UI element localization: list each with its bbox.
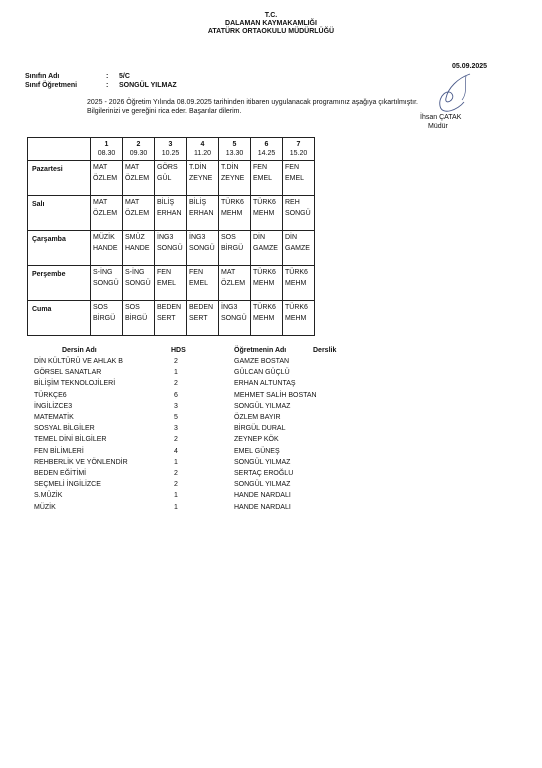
lesson-cell	[155, 301, 187, 336]
course-row	[0, 459, 542, 470]
class-name-value: 5/C	[119, 73, 130, 80]
lesson-code: GÖRS	[157, 164, 178, 171]
lesson-code: T.DİN	[221, 164, 239, 171]
lesson-cell	[219, 231, 251, 266]
period-number: 1	[104, 141, 109, 148]
course-name: BEDEN EĞİTİMİ	[34, 470, 87, 477]
class-name-colon: :	[106, 73, 109, 80]
lesson-teacher: ZEYNE	[189, 175, 213, 182]
lesson-cell	[283, 301, 315, 336]
courses-header-room: Derslik	[313, 347, 337, 354]
lesson-cell	[123, 266, 155, 301]
signature-name: İhsan ÇATAK	[420, 114, 462, 121]
lesson-cell	[283, 231, 315, 266]
course-name: TEMEL DİNİ BİLGİLER	[34, 436, 107, 444]
lesson-cell	[187, 196, 219, 231]
day-label: Cuma	[28, 301, 91, 336]
lesson-teacher: MEHM	[285, 280, 307, 287]
course-row	[0, 380, 542, 391]
course-hours: 1	[174, 458, 178, 466]
course-name: İNGİLİZCE3	[34, 402, 73, 410]
schedule-row	[28, 301, 315, 336]
period-time: 14.25	[257, 150, 276, 157]
course-hours: 2	[174, 481, 178, 489]
period-number: 5	[232, 141, 237, 148]
lesson-teacher: ÖZLEM	[93, 210, 118, 217]
period-header-3	[155, 138, 187, 161]
lesson-code: BİLİŞ	[189, 199, 207, 206]
lesson-teacher: GAMZE	[285, 245, 310, 252]
lesson-code: MAT	[221, 269, 236, 276]
course-teacher: HANDE NARDALI	[234, 492, 291, 500]
lesson-teacher: SONGÜ	[285, 210, 311, 217]
lesson-teacher: SONGÜ	[221, 315, 247, 322]
lesson-teacher: SERT	[157, 315, 176, 322]
lesson-code: TÜRK6	[221, 199, 244, 206]
period-number: 4	[200, 141, 205, 148]
course-name: BİLİŞİM TEKNOLOJİLERİ	[34, 380, 116, 388]
lesson-cell	[123, 231, 155, 266]
course-row	[0, 504, 542, 515]
course-name: SOSYAL BİLGİLER	[34, 425, 95, 433]
lesson-code: MÜZİK	[93, 234, 115, 241]
lesson-cell	[187, 161, 219, 196]
lesson-cell	[155, 266, 187, 301]
lesson-teacher: BİRGÜ	[221, 245, 244, 252]
course-teacher: HANDE NARDALI	[234, 503, 291, 511]
course-teacher: GAMZE BOSTAN	[234, 358, 290, 365]
lesson-cell	[91, 196, 123, 231]
intro-line-2: Bilgilerinizi ve gereğini rica eder. Başarılar dilerim.	[87, 108, 242, 115]
lesson-code: REH	[285, 199, 300, 206]
lesson-code: BİLİŞ	[157, 199, 175, 206]
course-hours: 2	[174, 380, 178, 388]
lesson-cell	[91, 266, 123, 301]
lesson-teacher: HANDE	[93, 245, 118, 252]
period-number: 6	[264, 141, 269, 148]
lesson-cell	[219, 196, 251, 231]
course-name: TÜRKÇE6	[34, 391, 67, 399]
course-teacher: BİRGÜL DURAL	[234, 425, 286, 433]
class-teacher-label: Sınıf Öğretmeni	[25, 82, 78, 89]
period-time: 09.30	[129, 150, 148, 157]
course-row	[0, 369, 542, 380]
period-number: 3	[168, 141, 173, 148]
course-name: SEÇMELİ İNGİLİZCE	[34, 481, 101, 489]
lesson-code: FEN	[253, 164, 267, 171]
course-hours: 3	[174, 425, 178, 433]
courses-header-hours: HDS	[171, 347, 186, 354]
schedule-corner-cell	[28, 138, 91, 161]
course-row	[0, 492, 542, 503]
lesson-code: DİN	[253, 234, 266, 241]
lesson-teacher: EMEL	[253, 175, 273, 182]
lesson-cell	[155, 196, 187, 231]
lesson-teacher: ERHAN	[157, 210, 182, 217]
lesson-cell	[123, 161, 155, 196]
intro-line-1: 2025 - 2026 Öğretim Yılında 08.09.2025 tarihinden itibaren uygulanacak programınız aşağıya çıkartılmıştır.	[87, 99, 419, 106]
course-teacher: ÖZLEM BAYIR	[234, 414, 281, 421]
lesson-teacher: SONGÜ	[93, 280, 119, 287]
lesson-code: MAT	[93, 199, 108, 206]
lesson-teacher: EMEL	[285, 175, 305, 182]
course-name: REHBERLİK VE YÖNLENDİR	[34, 458, 128, 466]
course-hours: 2	[174, 436, 178, 444]
lesson-code: İNG3	[221, 304, 238, 311]
course-teacher: SONGÜL YILMAZ	[234, 458, 291, 466]
courses-header-course: Dersin Adı	[62, 347, 97, 354]
lesson-teacher: MEHM	[253, 280, 275, 287]
day-label: Çarşamba	[28, 231, 91, 266]
header-line-kaymakamlik: DALAMAN KAYMAKAMLIĞI	[225, 20, 317, 27]
period-number: 2	[136, 141, 141, 148]
lesson-teacher: SONGÜ	[157, 245, 183, 252]
lesson-cell	[155, 161, 187, 196]
lesson-teacher: ÖZLEM	[221, 280, 246, 287]
day-label: Pazartesi	[28, 161, 91, 196]
lesson-code: SOS	[93, 304, 108, 311]
course-teacher: ERHAN ALTUNTAŞ	[234, 380, 296, 388]
lesson-code: FEN	[157, 269, 171, 276]
lesson-cell	[123, 196, 155, 231]
weekly-schedule-table	[27, 137, 315, 336]
lesson-code: FEN	[285, 164, 299, 171]
schedule-row	[28, 161, 315, 196]
lesson-cell	[251, 301, 283, 336]
lesson-code: TÜRK6	[253, 269, 276, 276]
period-number: 7	[296, 141, 301, 148]
period-header-5	[219, 138, 251, 161]
intro-text	[87, 98, 432, 116]
period-time: 11.20	[194, 150, 211, 157]
lesson-code: SMÜZ	[125, 234, 145, 241]
course-row	[0, 414, 542, 425]
schedule-row	[28, 196, 315, 231]
lesson-cell	[251, 266, 283, 301]
course-teacher: SONGÜL YILMAZ	[234, 402, 291, 410]
course-hours: 1	[174, 492, 178, 500]
lesson-code: TÜRK6	[285, 269, 308, 276]
course-name: FEN BİLİMLERİ	[34, 447, 84, 455]
course-hours: 4	[174, 447, 178, 455]
day-label: Salı	[28, 196, 91, 231]
lesson-cell	[91, 231, 123, 266]
course-row	[0, 470, 542, 481]
course-hours: 1	[174, 503, 178, 511]
course-row	[0, 392, 542, 403]
period-header-2	[123, 138, 155, 161]
period-time: 08.30	[97, 150, 116, 157]
lesson-teacher: ÖZLEM	[93, 175, 118, 182]
lesson-code: MAT	[125, 199, 140, 206]
lesson-code: SOS	[221, 234, 236, 241]
lesson-code: S-İNG	[93, 269, 113, 276]
course-name: MÜZİK	[34, 503, 56, 511]
course-hours: 2	[174, 358, 178, 365]
class-name-label: Sınıfın Adı	[25, 73, 60, 80]
period-time: 10.25	[161, 150, 180, 157]
lesson-code: MAT	[125, 164, 140, 171]
lesson-code: DİN	[285, 234, 298, 241]
course-teacher: SONGÜL YILMAZ	[234, 481, 291, 489]
schedule-row	[28, 266, 315, 301]
course-hours: 5	[174, 414, 178, 421]
lesson-teacher: MEHM	[253, 210, 275, 217]
lesson-teacher: HANDE	[125, 245, 150, 252]
course-row	[0, 403, 542, 414]
schedule-row	[28, 231, 315, 266]
lesson-code: TÜRK6	[285, 304, 308, 311]
lesson-code: SOS	[125, 304, 140, 311]
lesson-cell	[219, 301, 251, 336]
lesson-code: TÜRK6	[253, 304, 276, 311]
period-header-4	[187, 138, 219, 161]
lesson-teacher: EMEL	[157, 280, 177, 287]
course-row	[0, 448, 542, 459]
period-header-1	[91, 138, 123, 161]
period-time: 13.30	[225, 150, 244, 157]
lesson-cell	[251, 231, 283, 266]
lesson-code: BEDEN	[157, 304, 182, 311]
lesson-teacher: SERT	[189, 315, 208, 322]
course-row	[0, 436, 542, 447]
lesson-teacher: BİRGÜ	[93, 315, 116, 322]
course-hours: 6	[174, 391, 178, 399]
lesson-cell	[187, 266, 219, 301]
day-label: Perşembe	[28, 266, 91, 301]
courses-header-teacher: Öğretmenin Adı	[234, 347, 287, 354]
lesson-code: TÜRK6	[253, 199, 276, 206]
course-row	[0, 425, 542, 436]
document-date: 05.09.2025	[452, 63, 488, 70]
course-hours: 3	[174, 402, 178, 410]
course-name: GÖRSEL SANATLAR	[34, 369, 102, 377]
lesson-cell	[187, 231, 219, 266]
period-header-6	[251, 138, 283, 161]
course-teacher: MEHMET SALİH BOSTAN	[234, 391, 317, 399]
lesson-code: İNG3	[189, 234, 206, 241]
course-name: S.MÜZİK	[34, 492, 63, 500]
course-name: MATEMATİK	[34, 414, 74, 421]
course-row	[0, 481, 542, 492]
period-time: 15.20	[289, 150, 308, 157]
lesson-teacher: SONGÜ	[189, 245, 215, 252]
lesson-cell	[283, 196, 315, 231]
lesson-teacher: ÖZLEM	[125, 210, 150, 217]
period-header-7	[283, 138, 315, 161]
lesson-teacher: EMEL	[189, 280, 209, 287]
header-line-school: ATATÜRK ORTAOKULU MÜDÜRLÜĞÜ	[207, 28, 335, 35]
lesson-cell	[123, 301, 155, 336]
lesson-teacher: MEHM	[221, 210, 243, 217]
lesson-teacher: ZEYNE	[221, 175, 245, 182]
lesson-cell	[219, 266, 251, 301]
lesson-code: S-İNG	[125, 269, 145, 276]
class-teacher-value: SONGÜL YILMAZ	[119, 82, 177, 89]
lesson-code: FEN	[189, 269, 203, 276]
lesson-code: İNG3	[157, 234, 174, 241]
lesson-teacher: GÜL	[157, 175, 172, 182]
lesson-cell	[283, 266, 315, 301]
lesson-cell	[91, 161, 123, 196]
lesson-teacher: MEHM	[285, 315, 307, 322]
lesson-teacher: SONGÜ	[125, 280, 151, 287]
lesson-teacher: ÖZLEM	[125, 175, 150, 182]
course-teacher: EMEL GÜNEŞ	[234, 447, 280, 455]
lesson-teacher: GAMZE	[253, 245, 278, 252]
lesson-code: T.DİN	[189, 164, 207, 171]
header-line-tc: T.C.	[264, 12, 278, 19]
lesson-cell	[251, 196, 283, 231]
course-name: DİN KÜLTÜRÜ VE AHLAK B	[34, 358, 123, 365]
class-teacher-colon: :	[106, 82, 109, 89]
lesson-cell	[91, 301, 123, 336]
lesson-cell	[251, 161, 283, 196]
course-row	[0, 358, 542, 369]
course-hours: 2	[174, 470, 178, 477]
lesson-code: BEDEN	[189, 304, 214, 311]
course-teacher: GÜLCAN GÜÇLÜ	[234, 369, 290, 377]
course-teacher: SERTAÇ EROĞLU	[234, 470, 294, 477]
course-teacher: ZEYNEP KÖK	[234, 436, 279, 444]
lesson-cell	[187, 301, 219, 336]
lesson-cell	[219, 161, 251, 196]
lesson-cell	[283, 161, 315, 196]
lesson-code: MAT	[93, 164, 108, 171]
lesson-teacher: MEHM	[253, 315, 275, 322]
lesson-cell	[155, 231, 187, 266]
lesson-teacher: BİRGÜ	[125, 315, 148, 322]
course-hours: 1	[174, 369, 178, 377]
lesson-teacher: ERHAN	[189, 210, 214, 217]
signature-title: Müdür	[428, 123, 448, 130]
schedule-header-row	[28, 138, 315, 161]
